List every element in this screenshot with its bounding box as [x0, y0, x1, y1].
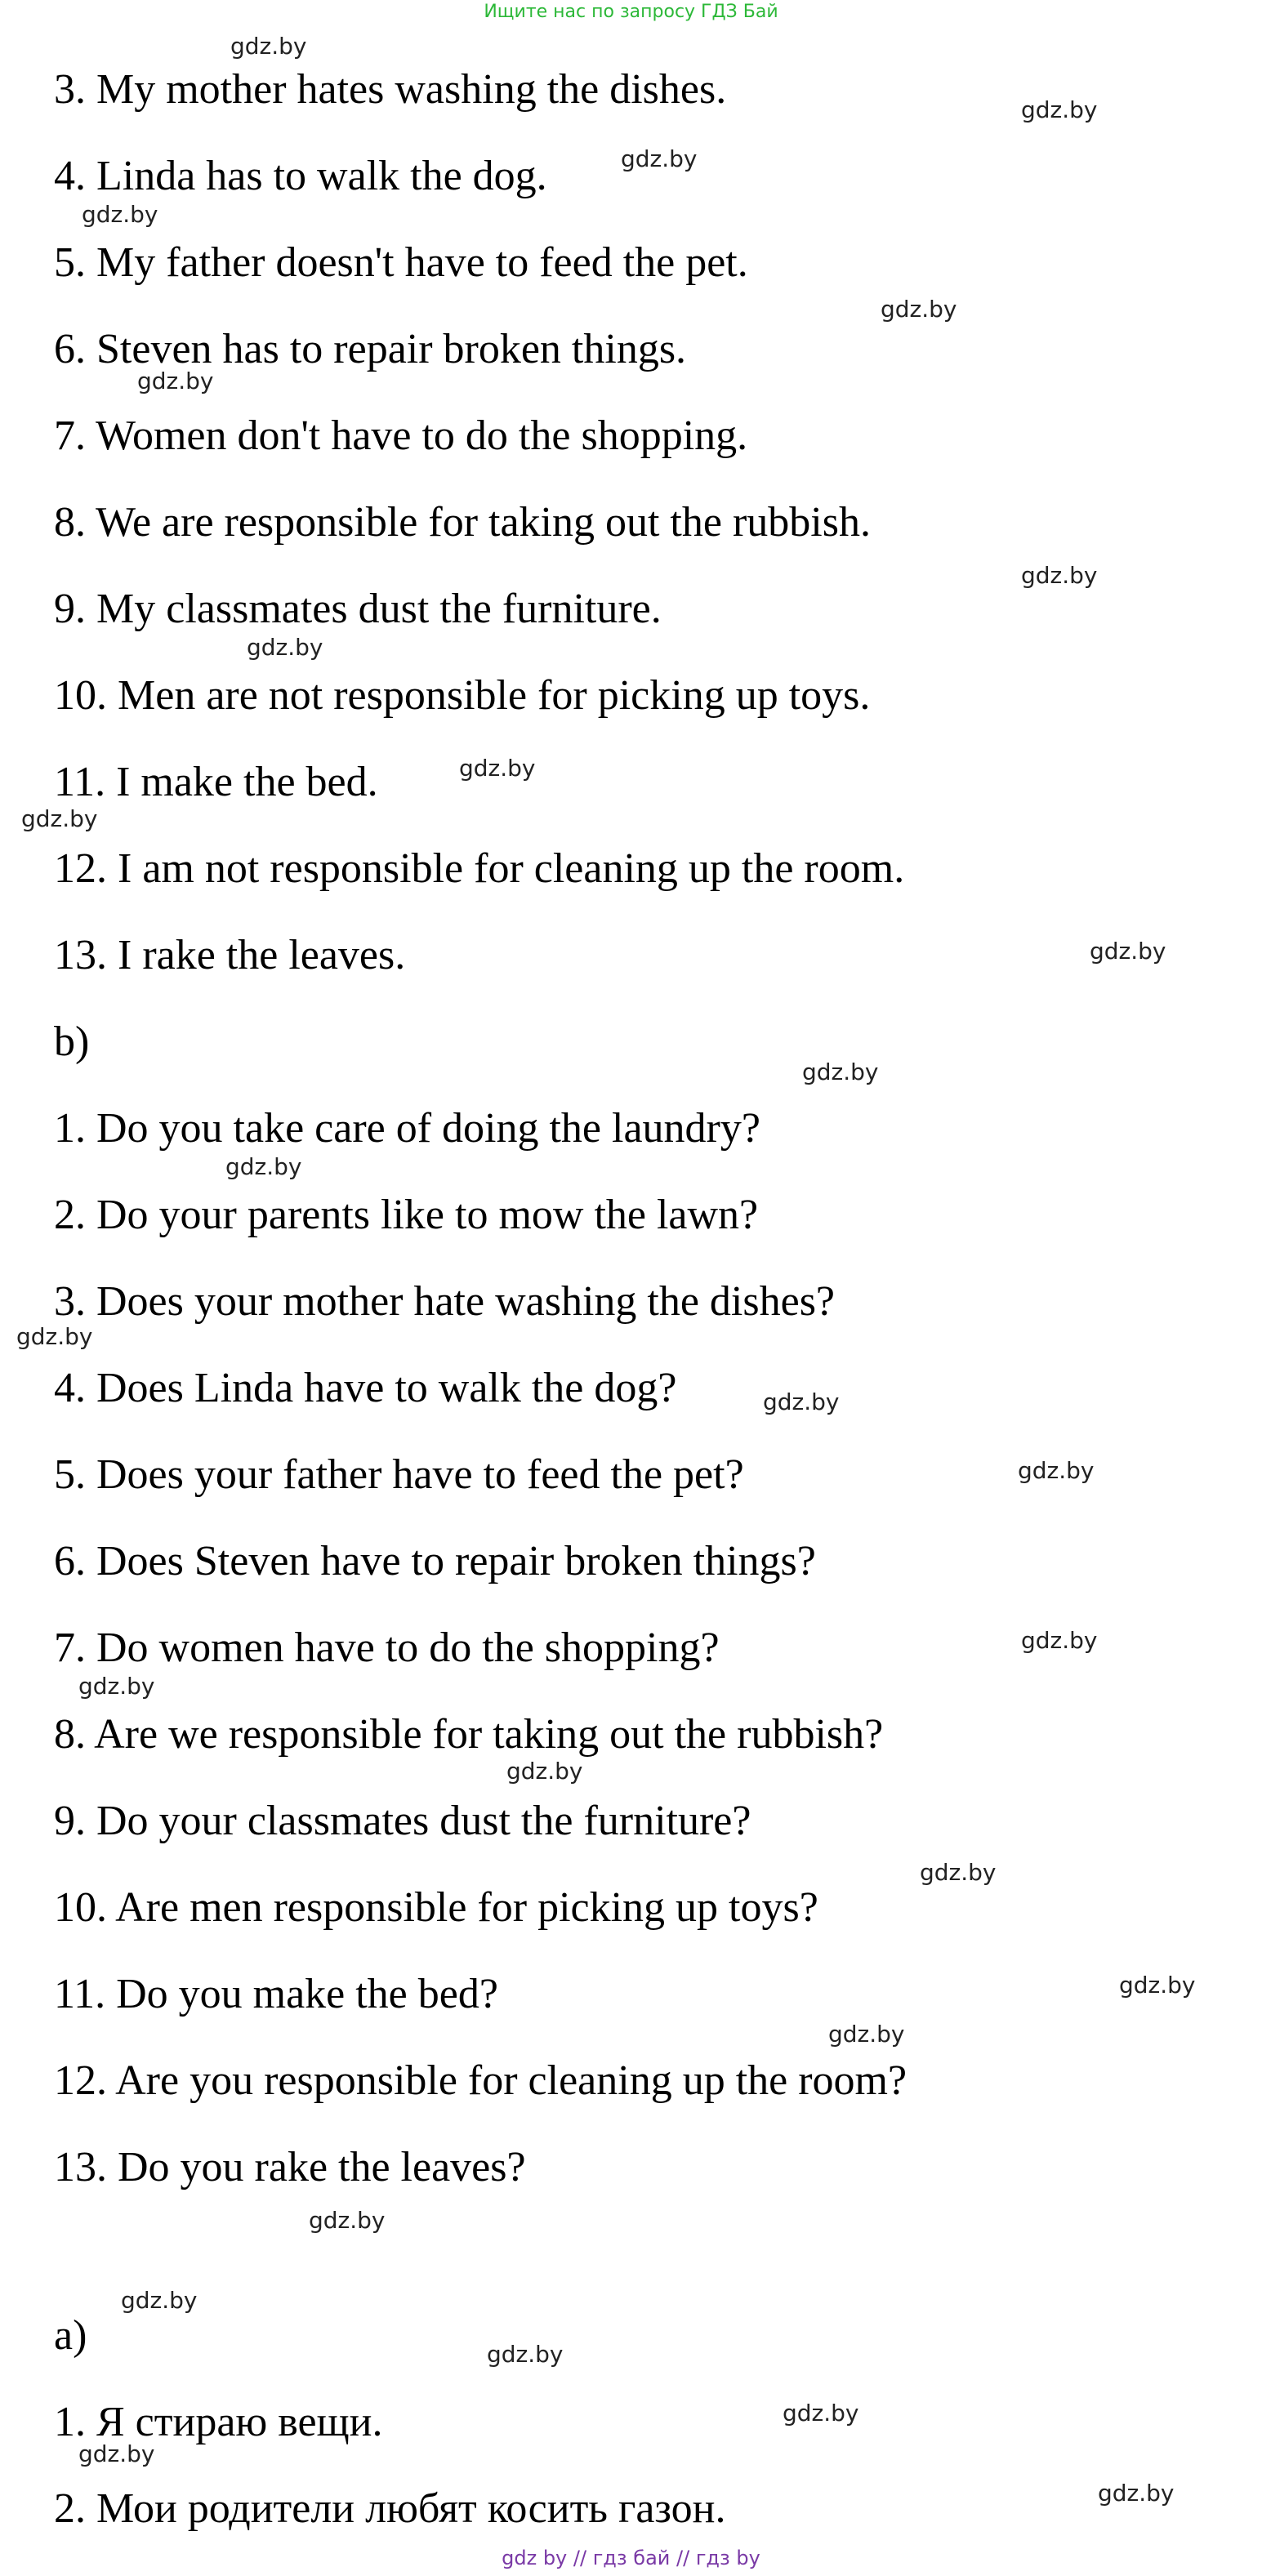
footer-links[interactable]: gdz by // гдз бай // гдз by: [502, 2547, 760, 2569]
watermark: gdz.by: [1119, 1972, 1196, 1999]
watermark: gdz.by: [1021, 1627, 1098, 1654]
answer-b-6: 6. Does Steven have to repair broken things?: [54, 1538, 816, 1584]
watermark: gdz.by: [763, 1388, 840, 1415]
answer-b-10: 10. Are men responsible for picking up toys?: [54, 1884, 818, 1931]
watermark: gdz.by: [121, 2287, 198, 2314]
answer-a-10: 10. Men are not responsible for picking up toys.: [54, 672, 871, 719]
answer-b-5: 5. Does your father have to feed the pet?: [54, 1451, 744, 1498]
answer-a-4: 4. Linda has to walk the dog.: [54, 153, 547, 199]
watermark: gdz.by: [621, 145, 698, 172]
answer-a-9: 9. My classmates dust the furniture.: [54, 586, 662, 632]
top-banner[interactable]: Ищите нас по запросу ГДЗ Бай: [484, 2, 778, 22]
watermark: gdz.by: [21, 805, 98, 832]
answer-b-3: 3. Does your mother hate washing the dishes?: [54, 1278, 836, 1325]
watermark: gdz.by: [230, 33, 307, 60]
watermark: gdz.by: [1021, 562, 1098, 589]
watermark: gdz.by: [16, 1323, 93, 1350]
answer-a-6: 6. Steven has to repair broken things.: [54, 326, 687, 372]
watermark: gdz.by: [247, 634, 323, 661]
answer-b-4: 4. Does Linda have to walk the dog?: [54, 1365, 677, 1411]
answer-b-1: 1. Do you take care of doing the laundry?: [54, 1105, 760, 1152]
answer-a-5: 5. My father doesn't have to feed the pet.: [54, 239, 748, 286]
watermark: gdz.by: [82, 201, 158, 228]
answer-a-7: 7. Women don't have to do the shopping.: [54, 412, 748, 459]
watermark: gdz.by: [487, 2341, 564, 2368]
answer-a-8: 8. We are responsible for taking out the rubbish.: [54, 499, 871, 546]
answer-a-13: 13. I rake the leaves.: [54, 932, 406, 978]
answer-b-13: 13. Do you rake the leaves?: [54, 2144, 526, 2190]
answer-b-12: 12. Are you responsible for cleaning up the room?: [54, 2057, 907, 2104]
watermark: gdz.by: [1090, 938, 1166, 965]
answer-b-2: 2. Do your parents like to mow the lawn?: [54, 1192, 759, 1238]
watermark: gdz.by: [1021, 96, 1098, 123]
watermark: gdz.by: [225, 1153, 302, 1180]
translation-2: 2. Мои родители любят косить газон.: [54, 2485, 726, 2532]
watermark: gdz.by: [1098, 2480, 1175, 2507]
section-b-heading: b): [54, 1018, 90, 1065]
watermark: gdz.by: [783, 2400, 859, 2427]
watermark: gdz.by: [459, 755, 536, 782]
watermark: gdz.by: [309, 2207, 386, 2234]
section-a-heading: a): [54, 2312, 87, 2359]
watermark: gdz.by: [137, 368, 214, 394]
answer-a-3: 3. My mother hates washing the dishes.: [54, 66, 727, 113]
answer-b-8: 8. Are we responsible for taking out the rubbish?: [54, 1711, 884, 1758]
answer-a-12: 12. I am not responsible for cleaning up the room.: [54, 845, 905, 892]
answer-b-7: 7. Do women have to do the shopping?: [54, 1624, 720, 1671]
watermark: gdz.by: [78, 2440, 155, 2467]
answer-a-11: 11. I make the bed.: [54, 759, 378, 805]
watermark: gdz.by: [1018, 1457, 1095, 1484]
watermark: gdz.by: [506, 1758, 583, 1785]
answer-b-9: 9. Do your classmates dust the furniture?: [54, 1798, 751, 1844]
watermark: gdz.by: [881, 296, 957, 323]
watermark: gdz.by: [828, 2021, 905, 2048]
watermark: gdz.by: [78, 1673, 155, 1700]
answer-b-11: 11. Do you make the bed?: [54, 1971, 498, 2017]
translation-1: 1. Я стираю вещи.: [54, 2399, 383, 2445]
watermark: gdz.by: [920, 1859, 997, 1886]
watermark: gdz.by: [802, 1058, 879, 1085]
